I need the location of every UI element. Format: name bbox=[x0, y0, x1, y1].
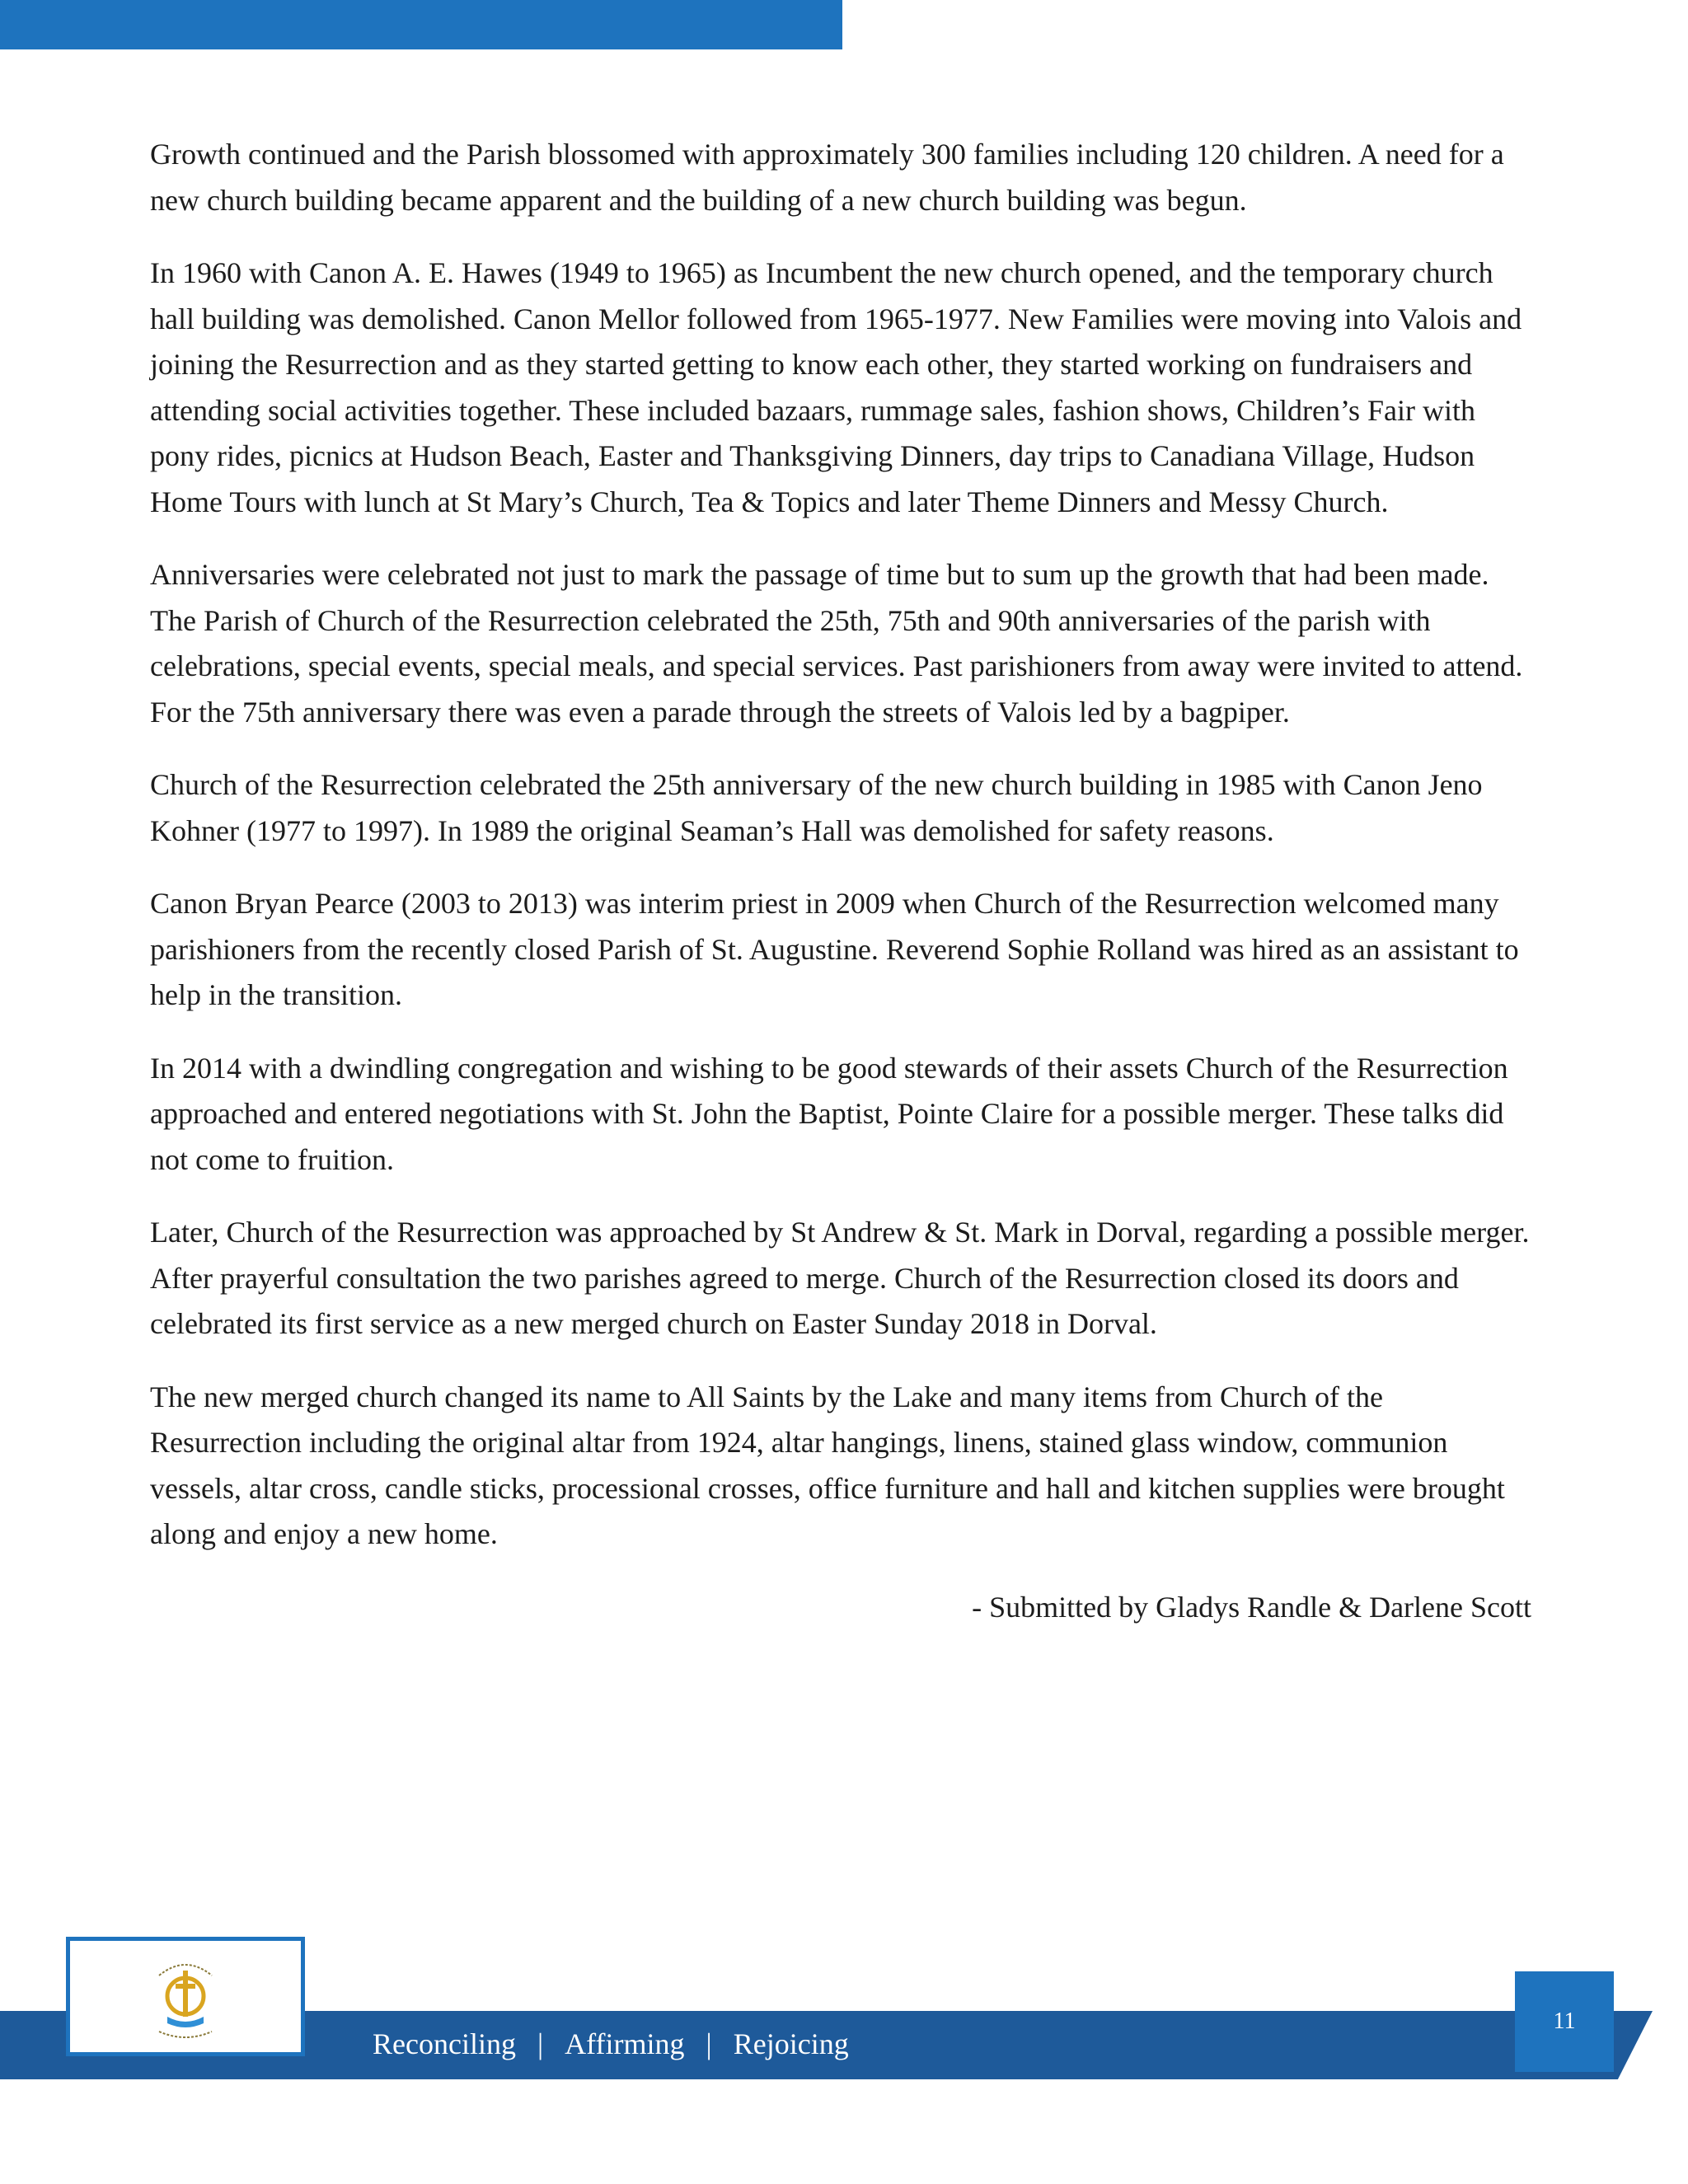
paragraph: Later, Church of the Resurrection was approached by St Andrew & St. Mark in Dorval, regarding a possible merger. After prayerful consultation the two parishes agreed to merge. Church of the Resurrection closed its doors and celebrated its first service as a new merged church on Easter Sunday 2018 in Dorval. bbox=[150, 1216, 1530, 1340]
paragraph: Anniversaries were celebrated not just to mark the passage of time but to sum up the growth that had been made. The Parish of Church of the Resurrection celebrated the 25th, 75th and 90th anniversaries of the parish with celebrations, special events, special meals, and special services. Past parishioners from away were invited to attend. For the 75th anniversary there was even a parade through the streets of Valois led by a bagpiper. bbox=[150, 558, 1523, 729]
signature: - Submitted by Gladys Randle & Darlene Scott bbox=[972, 1590, 1531, 1624]
logo-box bbox=[66, 1937, 305, 2056]
tagline-word: Rejoicing bbox=[733, 2027, 849, 2060]
paragraph: Canon Bryan Pearce (2003 to 2013) was interim priest in 2009 when Church of the Resurrection welcomed many parishioners from the recently closed Parish of St. Augustine. Reverend Sophie Rolland was hired as an assistant to help in the transition. bbox=[150, 887, 1519, 1011]
page-number-box bbox=[1515, 1971, 1614, 2072]
footer-tagline bbox=[373, 2015, 849, 2073]
paragraph: Growth continued and the Parish blossomed with approximately 300 families including 120 children. A need for a new church building became apparent and the building of a new church building was begun. bbox=[150, 138, 1504, 217]
paragraph: In 2014 with a dwindling congregation and wishing to be good stewards of their assets Church of the Resurrection approached and entered negotiations with St. John the Baptist, Pointe Claire for a possible merger. These talks did not come to fruition. bbox=[150, 1051, 1508, 1176]
tagline-separator: | bbox=[537, 2027, 544, 2060]
tagline-separator: | bbox=[706, 2027, 712, 2060]
tagline-word: Reconciling bbox=[373, 2027, 516, 2060]
page-number: 11 bbox=[1553, 2008, 1576, 2034]
paragraph: In 1960 with Canon A. E. Hawes (1949 to 1965) as Incumbent the new church opened, and the temporary church hall building was demolished. Canon Mellor followed from 1965-1977. New Families were moving into Valois and joining the Resurrection and as they started getting to know each other, they started working on fundraisers and attending social activities together. These included bazaars, rummage sales, fashion shows, Children’s Fair with pony rides, picnics at Hudson Beach, Easter and Thanksgiving Dinners, day trips to Canadiana Village, Hudson Home Tours with lunch at St Mary’s Church, Tea & Topics and later Theme Dinners and Messy Church. bbox=[150, 256, 1522, 518]
paragraph: The new merged church changed its name to All Saints by the Lake and many items from Church of the Resurrection including the original altar from 1924, altar hangings, linens, stained glass window, communion vessels, altar cross, candle sticks, processional crosses, office furniture and hall and kitchen supplies were brought along and enjoy a new home. bbox=[150, 1380, 1505, 1550]
paragraph: Church of the Resurrection celebrated the 25th anniversary of the new church building in 1985 with Canon Jeno Kohner (1977 to 1997). In 1989 the original Seaman’s Hall was demolished for safety reasons. bbox=[150, 768, 1483, 847]
church-logo-icon bbox=[152, 1951, 218, 2041]
top-accent-bar bbox=[0, 0, 842, 49]
tagline-word: Affirming bbox=[565, 2027, 685, 2060]
article-body bbox=[150, 132, 1531, 1657]
